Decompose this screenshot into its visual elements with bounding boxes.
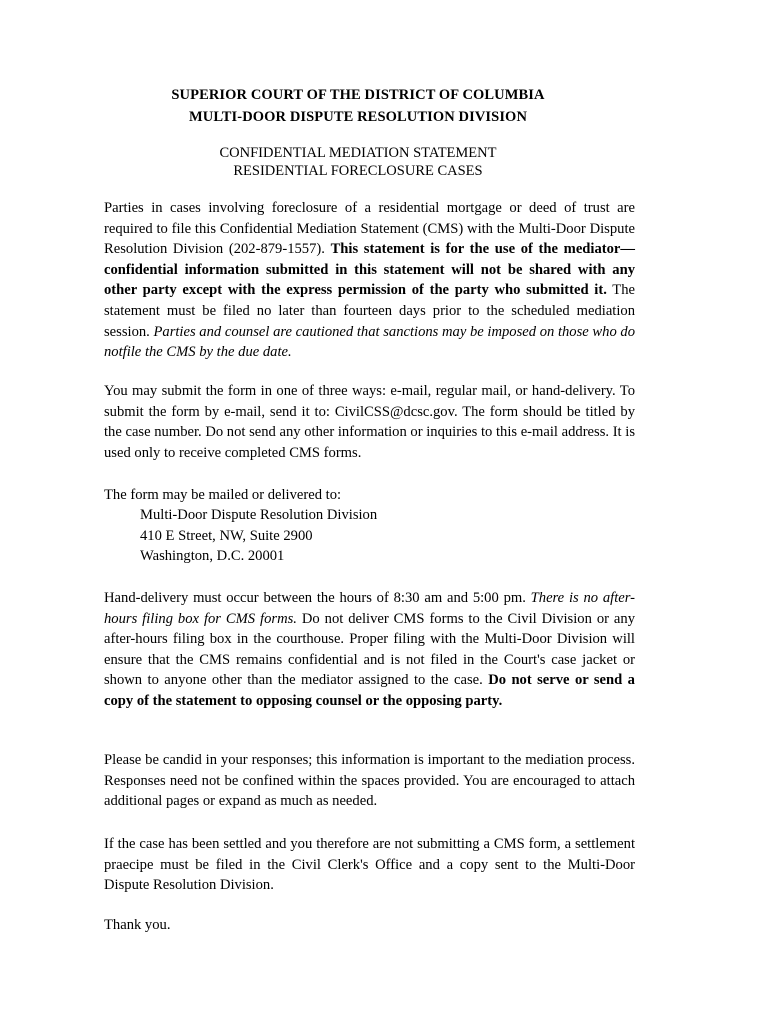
statement-title: CONFIDENTIAL MEDIATION STATEMENT xyxy=(219,145,497,161)
intro-paragraph xyxy=(104,198,635,363)
delivery-text-2: Do not deliver CMS forms to the Civil Division or any after-hours filing box in the courthouse. Proper filing with the Multi-Door Division will ensure that the CMS remains confidential and is not filed in the Court's case jacket or shown to anyone other than the mediator assigned to the case. xyxy=(104,610,635,689)
delivery-do-not-serve-notice: Do not serve or send a copy of the statement to opposing counsel or the opposing party. xyxy=(104,672,635,709)
division-heading: MULTI-DOOR DISPUTE RESOLUTION DIVISION xyxy=(188,109,528,125)
mail-intro: The form may be mailed or delivered to: xyxy=(104,487,342,503)
intro-text-1: Parties in cases involving foreclosure of a residential mortgage or deed of trust are required to file this Confidential Mediation Statement (CMS) with the Multi-Door Dispute Resolution Division (202-879-1557). xyxy=(104,200,635,258)
delivery-no-box-note: There is no after-hours filing box for CMS forms. xyxy=(104,590,635,627)
delivery-text-1: Hand-delivery must occur between the hours of 8:30 am and 5:00 pm. xyxy=(104,590,531,606)
candid-paragraph: Please be candid in your responses; this information is important to the mediation process. Responses need not be confined within the spaces provided. You are encouraged to attach additional pages or expand as much as needed. xyxy=(104,752,635,810)
court-heading: SUPERIOR COURT OF THE DISTRICT OF COLUMBIA xyxy=(171,87,545,103)
case-type-title: RESIDENTIAL FORECLOSURE CASES xyxy=(233,163,483,179)
closing-text: Thank you. xyxy=(104,917,171,933)
intro-sanctions-warning: Parties and counsel are cautioned that sanctions may be imposed on those who do notfile the CMS by the due date. xyxy=(104,323,636,361)
address-line-2: 410 E Street, NW, Suite 2900 xyxy=(140,528,313,544)
address-line-3: Washington, D.C. 20001 xyxy=(140,548,285,564)
intro-text-2: The statement must be filed no later than fourteen days prior to the scheduled mediation session. xyxy=(104,282,635,340)
submission-paragraph: You may submit the form in one of three ways: e-mail, regular mail, or hand-delivery. To submit the form by e-mail, send it to: CivilCSS@dcsc.gov. The form should be titled by the case number. Do not send any other information or inquiries to this e-mail address. It is used only to receive completed CMS forms. xyxy=(104,383,635,461)
delivery-paragraph xyxy=(104,588,635,712)
intro-confidentiality-notice: This statement is for the use of the mediator—confidential information submitted in this statement will not be shared with any other party except with the express permission of the party who submitted it. xyxy=(104,241,635,299)
settled-paragraph: If the case has been settled and you therefore are not submitting a CMS form, a settlement praecipe must be filed in the Civil Clerk's Office and a copy sent to the Multi-Door Dispute Resolution Division. xyxy=(104,836,635,894)
address-line-1: Multi-Door Dispute Resolution Division xyxy=(140,507,378,523)
